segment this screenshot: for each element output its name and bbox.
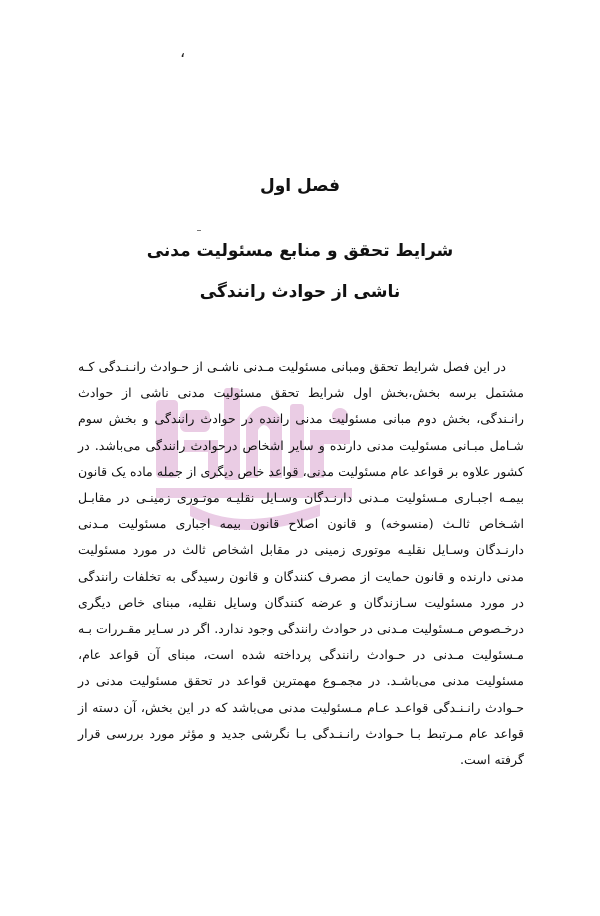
body-text [78, 354, 524, 773]
chapter-heading: فصل اول [259, 176, 341, 196]
stray-mark [197, 230, 201, 231]
chapter-title-line-1: شرایط تحقق و منابع مسئولیت مدنی [146, 241, 454, 261]
page-mark: ، [180, 42, 186, 61]
body-paragraph: در این فصل شرایط تحقق ومبانی مسئولیت مـدنی ناشـی از حـوادث رانـنـدگی کـه مشتمل برسه بخش،بخش اول شرایط تحقق مسئولیت مدنی ناشی از حوادث رانـندگی، بخش دوم مبانی مسئولیت مدنی راننده در حوادث رانندگی و بخش سوم شـامل مبـانی مسئولیت مدنی دارنده و سایر اشخاص درحوادث رانندگی می‌باشد. در کشور علاوه بر قواعد عام مسئولیت مدنی، قواعد خاص دیگری از جمله ماده یک قانون بیمـه اجبـاری مـسئولیت مـدنی دارنـدگان وسـایل نقلیـه موتـوری زمینـی در مقابـل اشـخاص ثالـث (منسوخه) و قانون اصلاح قانون بیمه اجباری مسئولیت مـدنی دارنـدگان وسـایل نقلیـه موتوری زمینی در مقابل اشخاص ثالث در مورد مسئولیت مدنی دارنده و قانون حمایت از مصرف کنندگان و قانون رسیدگی به تخلفات رانندگی در مورد مسئولیت سـازندگان و عرضه کنندگان وسایل نقلیه، مبنای خاص دیگری درخـصوص مـسئولیت مـدنی در حوادث رانندگی وجود ندارد. اگر در سـایر مقـررات بـه مـسئولیت مـدنی در حـوادث رانندگی پرداخته شده است، مبنای آن قواعد عام، مسئولیت مدنی می‌باشـد. در مجمـوع مهمترین قواعد در تحقق مسئولیت مدنی در حـوادث رانـنـدگی قواعـد عـام مـسئولیت مدنی می‌باشد که در این بخش، آن دسته از قواعد عام مـرتبط بـا حـوادث رانـنـدگی بـا نگرشی جدید و مؤثر مورد بررسی قرار گرفته است. [78, 359, 524, 768]
chapter-title-line-2: ناشی از حوادث رانندگی [199, 282, 401, 302]
